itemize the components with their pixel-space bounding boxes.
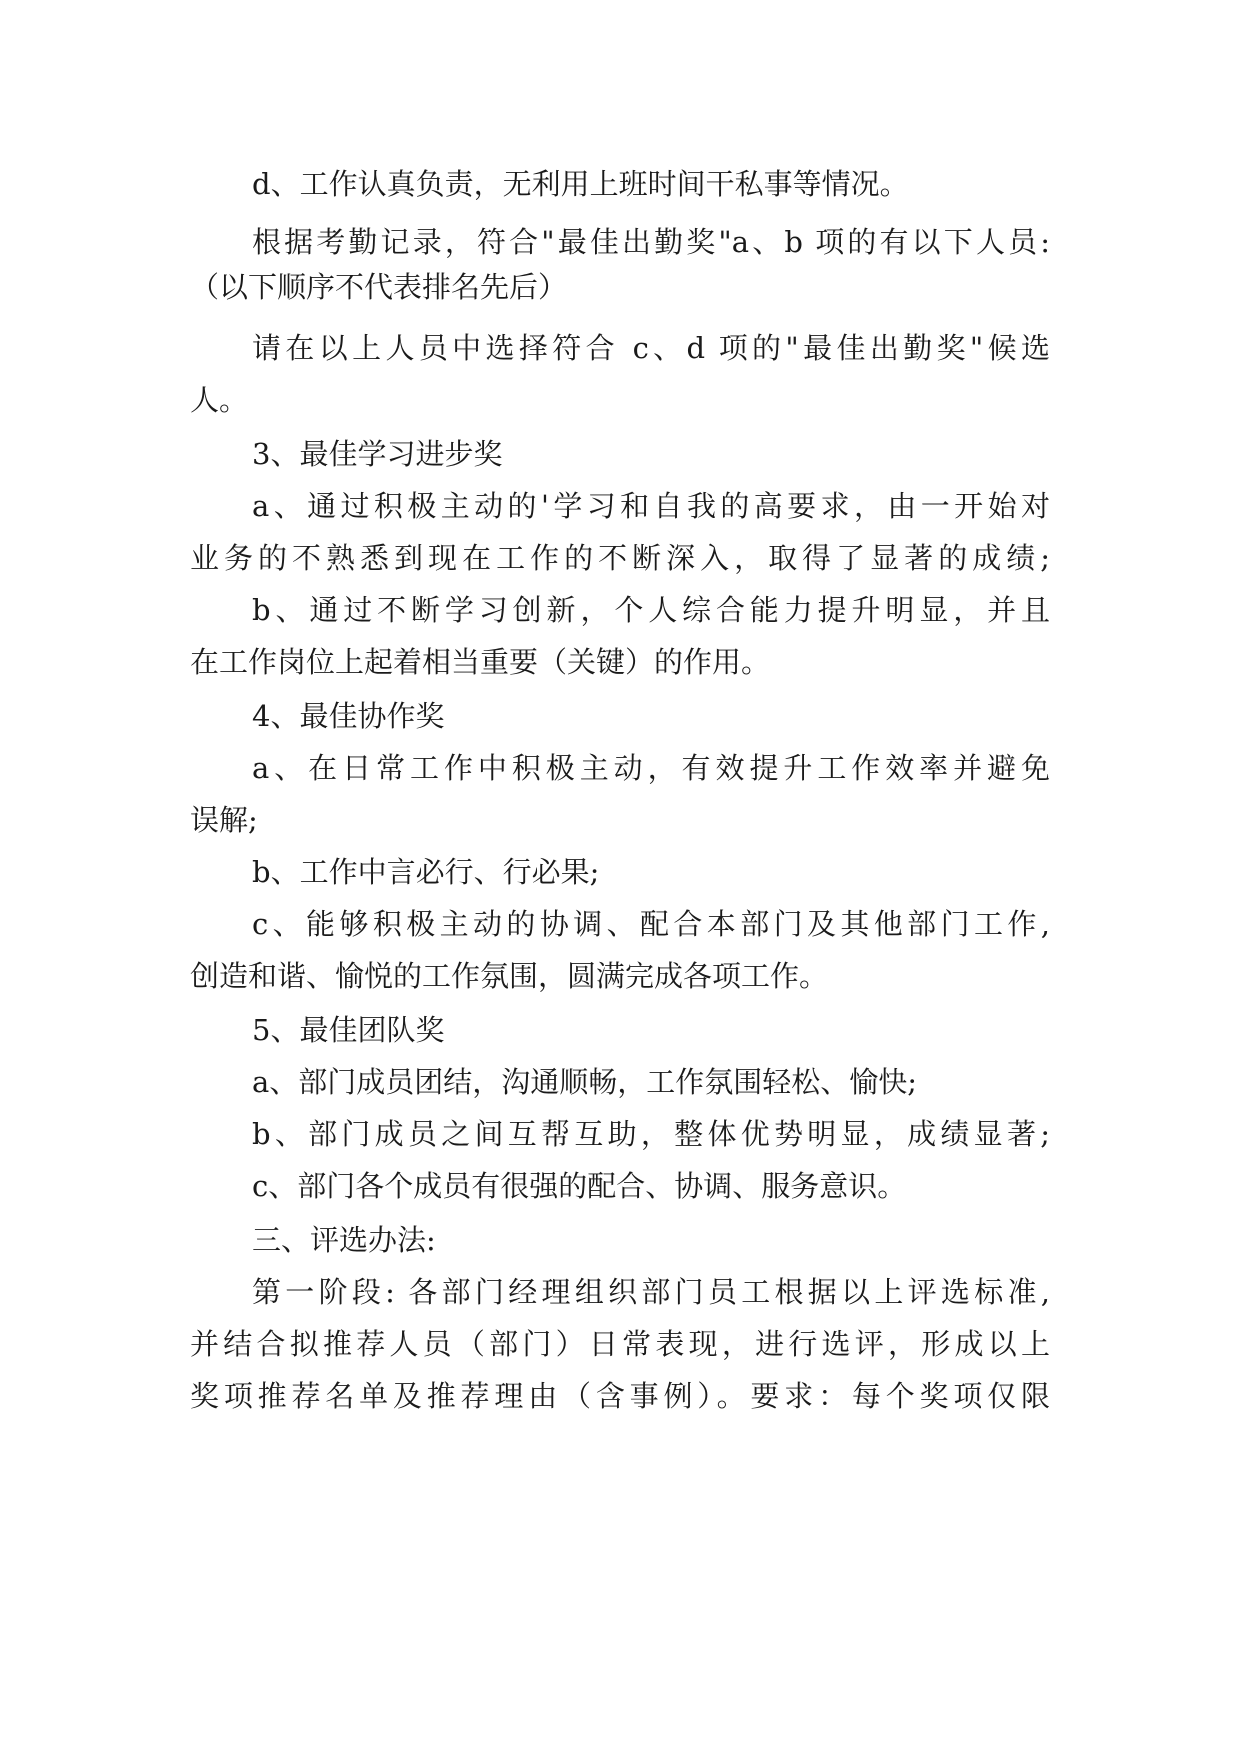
paragraph-line: 人。 bbox=[190, 383, 249, 417]
paragraph-line: a、在日常工作中积极主动，有效提升工作效率并避免 bbox=[252, 751, 1050, 785]
paragraph-line: c、能够积极主动的协调、配合本部门及其他部门工作, bbox=[252, 907, 1050, 941]
paragraph-line: 第一阶段: 各部门经理组织部门员工根据以上评选标准, bbox=[252, 1275, 1050, 1309]
section-heading: 5、最佳团队奖 bbox=[252, 1013, 445, 1047]
paragraph-line: a、部门成员团结，沟通顺畅，工作氛围轻松、愉快; bbox=[252, 1065, 918, 1099]
section-heading: 4、最佳协作奖 bbox=[252, 699, 445, 733]
paragraph-line: d、工作认真负责，无利用上班时间干私事等情况。 bbox=[252, 167, 909, 201]
paragraph-line: c、部门各个成员有很强的配合、协调、服务意识。 bbox=[252, 1169, 907, 1203]
paragraph-line: 业务的不熟悉到现在工作的不断深入，取得了显著的成绩; bbox=[190, 541, 1050, 575]
section-heading: 三、评选办法: bbox=[252, 1223, 436, 1257]
paragraph-line: 根据考勤记录，符合"最佳出勤奖"a、b 项的有以下人员: bbox=[252, 225, 1050, 259]
paragraph-line: 奖项推荐名单及推荐理由（含事例）。要求：每个奖项仅限 bbox=[190, 1379, 1050, 1413]
paragraph-line: a、通过积极主动的'学习和自我的高要求，由一开始对 bbox=[252, 489, 1050, 523]
paragraph-line: 创造和谐、愉悦的工作氛围，圆满完成各项工作。 bbox=[190, 959, 829, 993]
paragraph-line: 误解; bbox=[190, 803, 258, 837]
paragraph-line: b、工作中言必行、行必果; bbox=[252, 855, 600, 889]
section-heading: 3、最佳学习进步奖 bbox=[252, 437, 503, 471]
paragraph-line: b、通过不断学习创新，个人综合能力提升明显，并且 bbox=[252, 593, 1050, 627]
paragraph-line: 请在以上人员中选择符合 c、d 项的"最佳出勤奖"候选 bbox=[252, 331, 1050, 365]
paragraph-line: b、部门成员之间互帮互助，整体优势明显，成绩显著; bbox=[252, 1117, 1050, 1151]
paragraph-line: 在工作岗位上起着相当重要（关键）的作用。 bbox=[190, 645, 771, 679]
paragraph-line: （以下顺序不代表排名先后） bbox=[190, 270, 568, 304]
paragraph-line: 并结合拟推荐人员（部门）日常表现，进行选评，形成以上 bbox=[190, 1327, 1050, 1361]
